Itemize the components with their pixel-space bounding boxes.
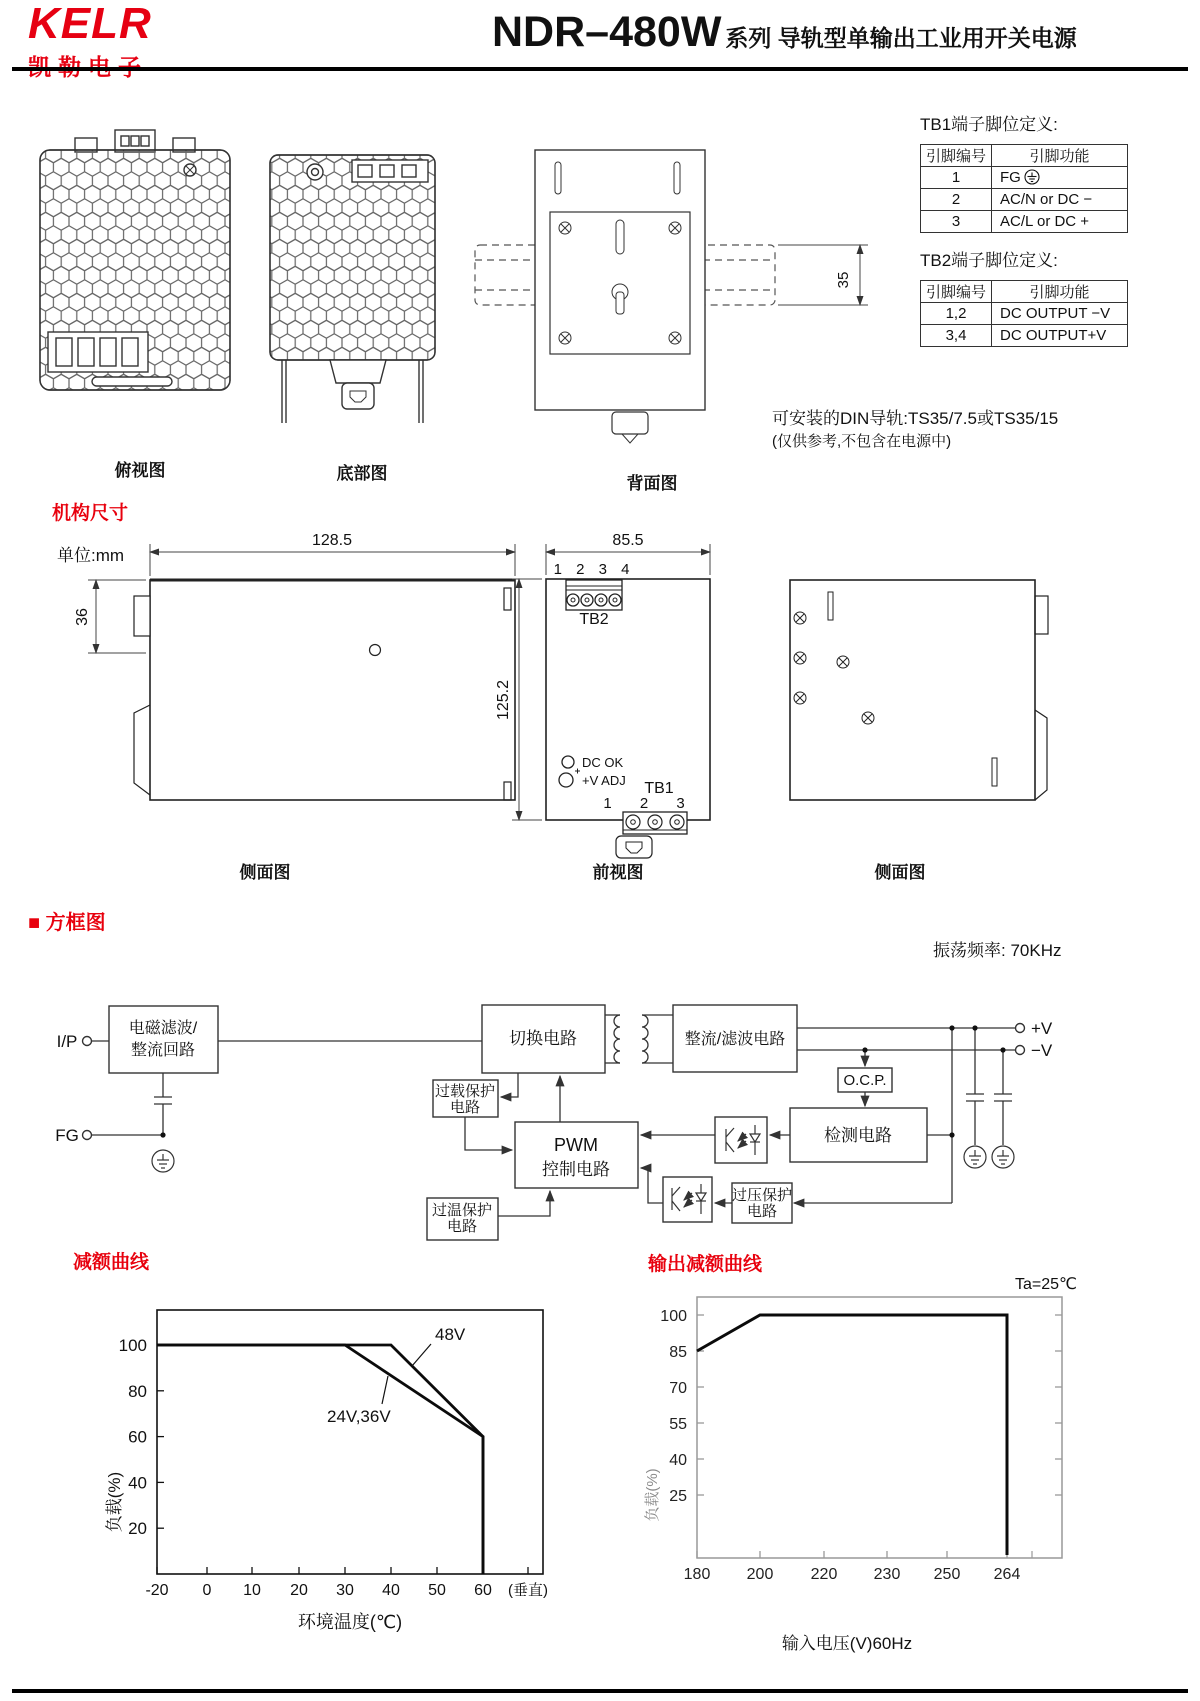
pin-function [992,167,1128,189]
tb1-connector [623,812,687,834]
overload-label-1: 过载保护 [434,1083,496,1100]
overtemp-label-2: 电路 [446,1218,478,1235]
vent-grille [270,155,435,360]
pin-number: 3,4 [921,325,992,347]
logo-kelr-text: KELR [28,0,152,48]
ground-icon [1024,169,1040,185]
tb2-col-func: 引脚功能 [992,281,1128,303]
table-row [921,167,1128,189]
frequency-note: 振荡频率: 70KHz [933,941,1062,960]
positive-output-terminal [1016,1024,1025,1033]
din-rail-note: 可安装的DIN导轨:TS35/7.5或TS35/15 [772,409,1059,428]
dim-front-height-value: 125.2 [495,679,512,721]
pin-function: DC OUTPUT+V [992,325,1128,347]
negative-output-terminal [1016,1046,1025,1055]
dim-width-value: 128.5 [311,532,353,549]
pin-number: 2 [921,189,992,211]
x-axis-label: 输入电压(V)60Hz [781,1634,913,1653]
dc-ok-label: DC OK [582,755,624,770]
tb2-connector [566,580,622,610]
derating-chart [50,1280,570,1670]
din-clip [134,596,150,636]
fg-terminal [83,1131,92,1140]
callout-line-48v [412,1344,431,1366]
x-tick-label: 200 [746,1566,774,1583]
bottom-view-drawing [270,155,435,423]
tb1-col-func: 引脚功能 [992,145,1128,167]
footer-rule [12,1689,1188,1693]
table-row [921,211,1128,233]
ground-icon [964,1146,986,1168]
detect-label: 检测电路 [824,1126,892,1145]
y-tick-label: 60 [128,1427,147,1447]
callout-line-24v36v [382,1376,388,1404]
series-lines [697,1315,1007,1555]
x-tick-label: -20 [145,1582,169,1599]
tb2-definition [920,246,1130,347]
y-tick-label: 55 [669,1416,687,1433]
tb2-title: TB2端子脚位定义: [920,251,1058,270]
y-tick-label: 80 [128,1381,147,1401]
pin-function: DC OUTPUT −V [992,303,1128,325]
series-line-24V,36V [157,1345,483,1574]
input-terminal [83,1037,92,1046]
pin-number: 1,2 [921,303,992,325]
input-label: I/P [56,1032,78,1051]
pwm-label-2: 控制电路 [542,1160,610,1179]
x-tick-label: 20 [290,1582,308,1599]
x-tick-label: 264 [993,1566,1021,1583]
dim-36-value: 36 [74,608,91,626]
tb1-definition [920,110,1130,233]
rail-dimension-value: 35 [835,271,852,289]
section-bullet: ■ [28,912,41,934]
emi-label-2: 整流回路 [130,1042,196,1059]
ocp-label: O.C.P. [843,1072,887,1089]
x-tick-label: 30 [336,1582,354,1599]
emi-label-1: 电磁滤波/ [128,1020,198,1037]
series-label-24v36v: 24V,36V [327,1407,391,1426]
ground-icon [992,1146,1014,1168]
x-tick-label: 0 [202,1582,212,1599]
x-tick-label: 220 [810,1566,838,1583]
optocoupler-icon [715,1117,767,1163]
y-tick-label: 85 [669,1344,687,1361]
table-row [921,325,1128,347]
dimension-35 [778,245,868,305]
tb1-table [920,144,1128,233]
overload-label-2: 电路 [449,1099,481,1116]
series-lines [157,1345,483,1574]
x-tick-label: 50 [428,1582,446,1599]
block-heading-text: 方框图 [45,912,106,934]
pin-function-text: FG [1000,169,1021,186]
y-tick-label: 25 [669,1488,687,1505]
bottom-view-label: 底部图 [336,464,388,483]
side-view-label: 侧面图 [239,863,291,882]
x-tick-label: 250 [933,1566,961,1583]
pin-function: AC/N or DC − [992,189,1128,211]
mech-heading: 机构尺寸 [52,503,129,524]
y-tick-label: 40 [128,1473,147,1493]
tb1-pin-numbers: 1 2 3 [603,795,697,812]
din-clip [330,360,386,383]
y-tick-label: 70 [669,1380,687,1397]
series-line-output-load [697,1315,1007,1555]
pin-number: 3 [921,211,992,233]
tb1-col-pin: 引脚编号 [921,145,992,167]
pin-function: AC/L or DC + [992,211,1128,233]
series-label-48v: 48V [435,1325,466,1344]
x-tick-label: 40 [382,1582,400,1599]
y-tick-label: 100 [660,1308,687,1325]
tb1-title: TB1端子脚位定义: [920,115,1058,134]
side-view2-drawing [790,580,1048,800]
din-clip [1035,596,1048,634]
x-ticks [684,1551,1021,1583]
y-tick-label: 20 [128,1519,147,1539]
series-line-48V [157,1345,483,1574]
rectifier-label: 整流/滤波电路 [684,1031,786,1048]
tb1-label: TB1 [644,780,674,797]
x-tick-label: 60 [474,1582,492,1599]
minus-v-label: −V [1031,1041,1053,1060]
x-tick-label: 180 [683,1566,711,1583]
derating-chart-title: 减额曲线 [73,1252,150,1273]
front-view-drawing [546,579,710,858]
x-tick-label: 230 [873,1566,901,1583]
output-derating-chart-title: 输出减额曲线 [648,1254,763,1275]
unit-note: 单位:mm [57,546,125,565]
tb2-table [920,280,1128,347]
overtemp-label-1: 过温保护 [431,1202,493,1219]
fg-label: FG [55,1126,79,1145]
dim-front-width-value: 85.5 [612,532,644,549]
x-end-label: (垂直) [508,1582,548,1599]
front-view-label: 前视图 [592,863,644,882]
top-view-drawing [40,130,230,390]
x-tick-label: 10 [243,1582,261,1599]
side-view2-label: 侧面图 [874,863,926,882]
title-suffix: 系列 导轨型单输出工业用开关电源 [725,25,1077,51]
logo-chinese-text [28,49,152,82]
table-row [921,303,1128,325]
switching-label: 切换电路 [509,1029,577,1048]
din-clip [616,836,652,858]
temperature-annotation: Ta=25℃ [1015,1276,1078,1293]
din-clip [612,412,648,434]
tb2-pin-numbers: 1 2 3 4 [553,561,635,578]
product-views [30,120,870,510]
side-view-drawing [134,580,515,800]
pwm-label-1: PWM [554,1135,598,1155]
back-view-label: 背面图 [626,474,678,493]
y-tick-label: 40 [669,1452,687,1469]
table-row [921,189,1128,211]
optocoupler-icon [663,1177,712,1222]
v-adj-label: +V ADJ [582,773,626,788]
x-axis-label: 环境温度(℃) [297,1612,403,1632]
ground-icon [152,1150,174,1172]
y-axis-label: 负载(%) [105,1471,124,1533]
page-title [492,8,1077,57]
block-diagram [30,920,1170,1250]
y-axis-label: 负载(%) [644,1468,661,1522]
y-tick-label: 100 [118,1336,147,1355]
screw-icon [307,164,323,180]
pin-number: 1 [921,167,992,189]
overvoltage-label-1: 过压保护 [731,1187,793,1204]
model-name: NDR–480W [492,8,722,56]
x-ticks [145,1567,548,1599]
overvoltage-label-2: 电路 [746,1203,778,1220]
output-derating-chart [595,1265,1175,1675]
plus-v-label: +V [1031,1019,1053,1038]
tb2-col-pin: 引脚编号 [921,281,992,303]
top-view-label: 俯视图 [114,461,166,480]
din-rail-note-2: (仅供参考,不包含在电源中) [772,433,952,450]
header-rule [12,67,1188,71]
mechanical-drawings [30,500,1130,900]
tb2-label: TB2 [579,611,609,628]
transformer-icon [614,1015,620,1063]
emi-filter-box [109,1006,218,1073]
back-view-drawing [475,150,868,443]
